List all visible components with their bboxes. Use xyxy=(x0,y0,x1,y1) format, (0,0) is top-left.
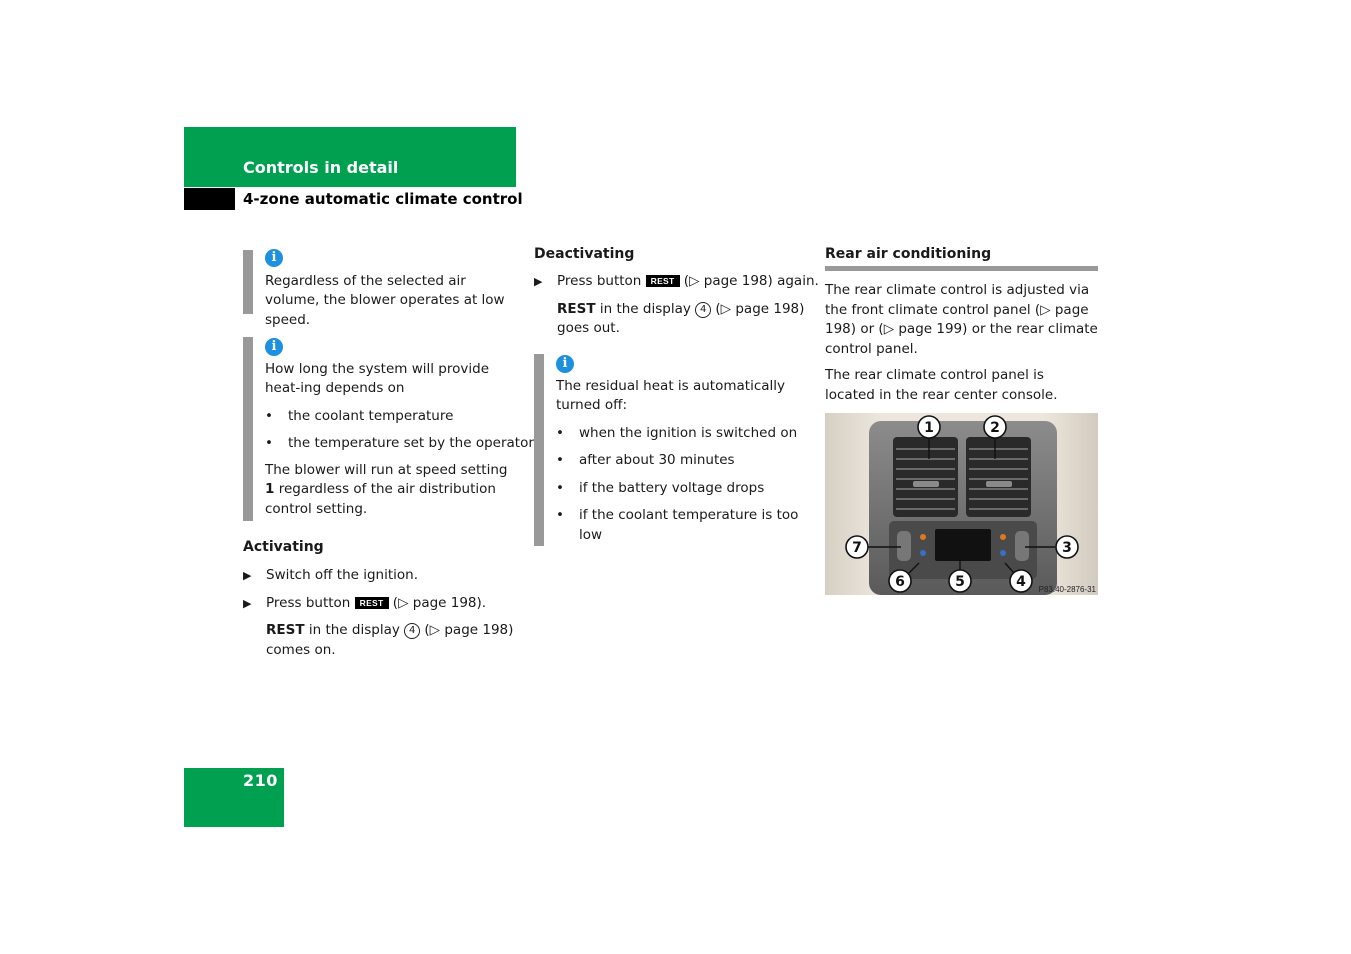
rear-ac-heading: Rear air conditioning xyxy=(825,246,992,262)
callout-1: 1 xyxy=(924,420,934,436)
rest-button-icon: REST xyxy=(646,275,680,287)
note-bar xyxy=(243,337,253,521)
callout-7: 7 xyxy=(852,540,862,556)
info-icon: i xyxy=(265,338,283,356)
list-item: • when the ignition is switched on xyxy=(556,424,810,444)
rear-ac-text xyxy=(825,281,1098,405)
callout-3: 3 xyxy=(1062,540,1072,556)
heading-rule xyxy=(825,266,1098,271)
triangle-bullet-icon: ▶ xyxy=(243,596,252,610)
subsection-title: 4-zone automatic climate control xyxy=(243,190,523,208)
figure-code: P83.40-2876-31 xyxy=(1038,585,1096,594)
triangle-bullet-icon: ▶ xyxy=(243,569,252,582)
callout-2: 2 xyxy=(990,420,1000,436)
info-text: Regardless of the selected air volume, the blower operates at low speed. xyxy=(265,272,505,328)
list-item: • if the battery voltage drops xyxy=(556,479,810,499)
page-number: 210 xyxy=(243,771,278,790)
info-icon: i xyxy=(556,355,574,373)
list-item: • after about 30 minutes xyxy=(556,451,810,471)
note-bar xyxy=(534,354,544,546)
activating-steps xyxy=(243,566,518,660)
callout-4: 4 xyxy=(1016,574,1026,590)
info-text: How long the system will provide heat-ing depends on xyxy=(265,360,489,396)
step: ▶ Press button REST (▷ page 198) again. xyxy=(534,272,810,292)
list-item: • the coolant temperature xyxy=(265,407,518,427)
info-note-1 xyxy=(243,250,518,328)
callout-6: 6 xyxy=(895,574,905,590)
panel-illustration xyxy=(825,413,1098,595)
info-text: The blower will run at speed setting 1 regardless of the air distribution control setting. xyxy=(265,461,508,517)
header-band xyxy=(184,127,516,187)
activating-heading: Activating xyxy=(243,539,324,555)
callout-number: 4 xyxy=(695,302,711,318)
rest-button-icon: REST xyxy=(355,597,389,609)
paragraph: The rear climate control is adjusted via the front climate control panel (▷ page 198) or (▷ page 199) or the rear climate control panel. xyxy=(825,282,1098,357)
step-result: REST in the display 4 (▷ page 198) comes on. xyxy=(266,622,514,658)
paragraph: The rear climate control panel is located in the rear center console. xyxy=(825,367,1058,403)
callout-5: 5 xyxy=(955,574,965,590)
info-note-3 xyxy=(534,354,810,546)
note-bar xyxy=(243,250,253,314)
step-result: REST in the display 4 (▷ page 198) goes out. xyxy=(557,300,805,336)
info-text: The residual heat is automatically turned off: xyxy=(556,377,786,413)
section-title: Controls in detail xyxy=(243,158,399,177)
rear-climate-panel-figure xyxy=(825,413,1098,595)
list-item: • if the coolant temperature is too low xyxy=(556,506,810,545)
info-note-2 xyxy=(243,337,534,521)
header-marker xyxy=(184,188,235,210)
step: ▶ Switch off the ignition. xyxy=(243,566,518,586)
deactivating-steps xyxy=(534,272,819,339)
step: ▶ Press button REST (▷ page 198). xyxy=(243,594,518,614)
info-icon: i xyxy=(265,249,283,267)
deactivating-heading: Deactivating xyxy=(534,246,635,262)
callout-number: 4 xyxy=(404,623,420,639)
list-item: • the temperature set by the operator xyxy=(265,434,518,454)
triangle-bullet-icon: ▶ xyxy=(534,275,543,288)
